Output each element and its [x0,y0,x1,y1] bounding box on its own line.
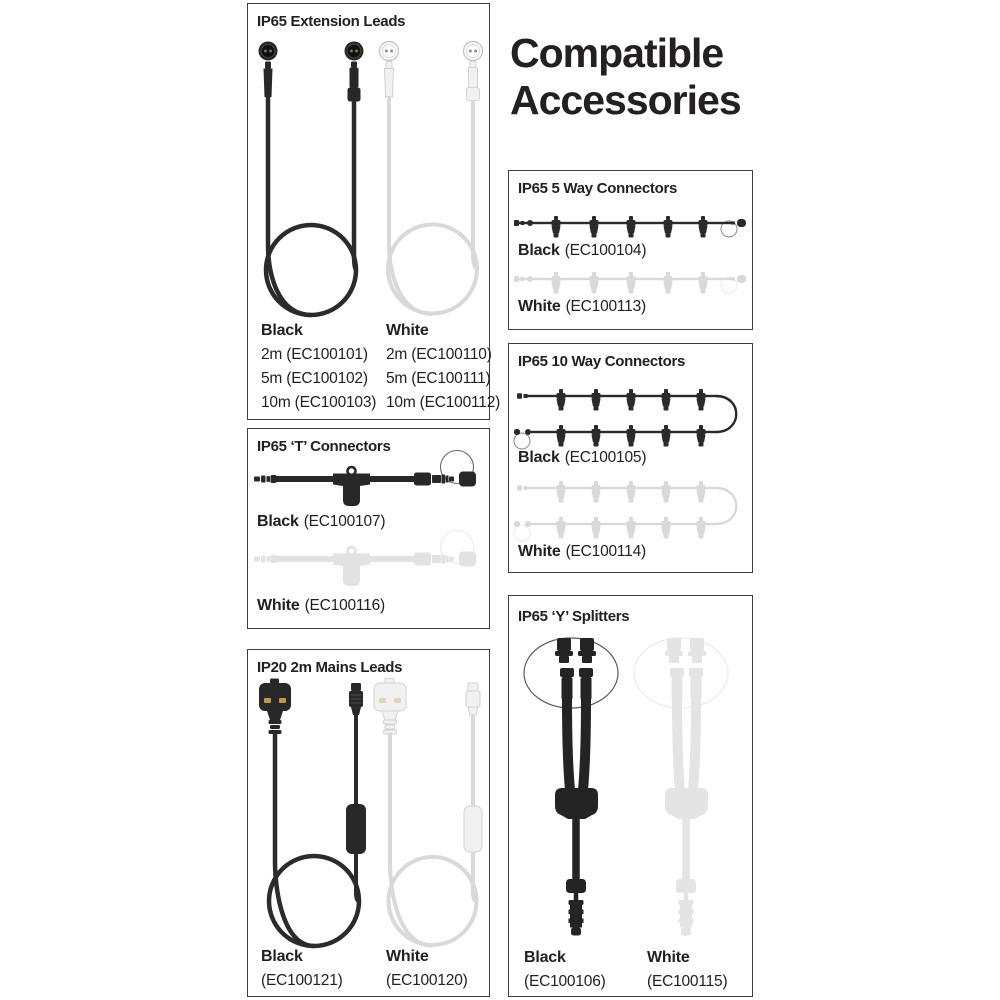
white-label: White [257,597,300,614]
panel-t-connectors-title: IP65 ‘T’ Connectors [257,438,391,455]
black-t-connector-drawing [254,451,476,507]
black-label: Black [518,242,560,259]
code-item: 2m (EC100110) [386,346,492,363]
black-five-way-drawing [514,216,746,238]
white-five-way-drawing [514,272,746,294]
panel-t-connectors [247,428,490,629]
code-item: (EC100106) [524,973,606,990]
y-splitter-black-codes [524,946,606,994]
panel-ten-way-connectors [508,343,753,573]
black-label: Black [518,449,560,466]
code-item: (EC100121) [261,972,343,989]
panel-mains-leads-title: IP20 2m Mains Leads [257,659,403,676]
white-mains-lead-drawing [374,679,482,946]
black-ten-way-drawing [514,389,736,449]
code-item: (EC100114) [565,543,646,560]
mains-white-codes [386,945,468,993]
black-label: Black [261,948,303,965]
code-item: 10m (EC100103) [261,394,377,411]
code-item: (EC100113) [565,298,646,315]
black-label: Black [257,513,299,530]
panel-extension-leads [247,3,501,420]
t-connectors-black-code [257,513,385,531]
five-way-black-code [518,242,646,260]
white-label: White [518,298,561,315]
code-item: (EC100107) [303,513,386,530]
code-item: 5m (EC100102) [261,370,368,387]
code-item: 5m (EC100111) [386,370,491,387]
extension-black-codes [261,319,376,415]
white-ten-way-drawing [514,481,736,541]
white-label: White [386,322,429,339]
t-connectors-white-code [257,597,385,615]
page-title-line1: Compatible [510,30,724,76]
panel-five-way-title: IP65 5 Way Connectors [518,180,678,197]
code-item: (EC100104) [564,242,647,259]
code-item: (EC100120) [386,972,468,989]
black-label: Black [524,949,566,966]
white-extension-lead-drawing [380,42,483,315]
y-splitters-illustration [509,596,751,995]
page-title [510,30,741,124]
mains-black-codes [261,945,343,993]
black-extension-lead-drawing [259,42,364,316]
five-way-white-code [518,298,646,316]
panel-y-splitters-title: IP65 ‘Y’ Splitters [518,608,630,625]
ten-way-black-code [518,449,646,467]
white-label: White [518,543,561,560]
panel-extension-leads-title: IP65 Extension Leads [257,13,406,30]
mains-leads-illustration [248,650,488,995]
ten-way-white-code [518,543,646,561]
panel-ten-way-title: IP65 10 Way Connectors [518,353,686,370]
code-item: (EC100115) [647,973,728,990]
black-y-splitter-drawing [524,638,618,936]
panel-mains-leads [247,649,490,997]
extension-white-codes [386,319,500,415]
white-y-splitter-drawing [634,638,728,936]
code-item: 2m (EC100101) [261,346,368,363]
code-item: 10m (EC100112) [386,394,501,411]
panel-five-way-connectors [508,170,753,330]
y-splitter-white-codes [647,946,727,994]
white-t-connector-drawing [254,531,476,587]
white-label: White [647,949,690,966]
black-label: Black [261,322,303,339]
black-mains-lead-drawing [259,679,366,947]
page-title-line2: Accessories [510,77,741,123]
white-label: White [386,948,429,965]
code-item: (EC100105) [564,449,647,466]
code-item: (EC100116) [304,597,385,614]
panel-y-splitters [508,595,753,997]
